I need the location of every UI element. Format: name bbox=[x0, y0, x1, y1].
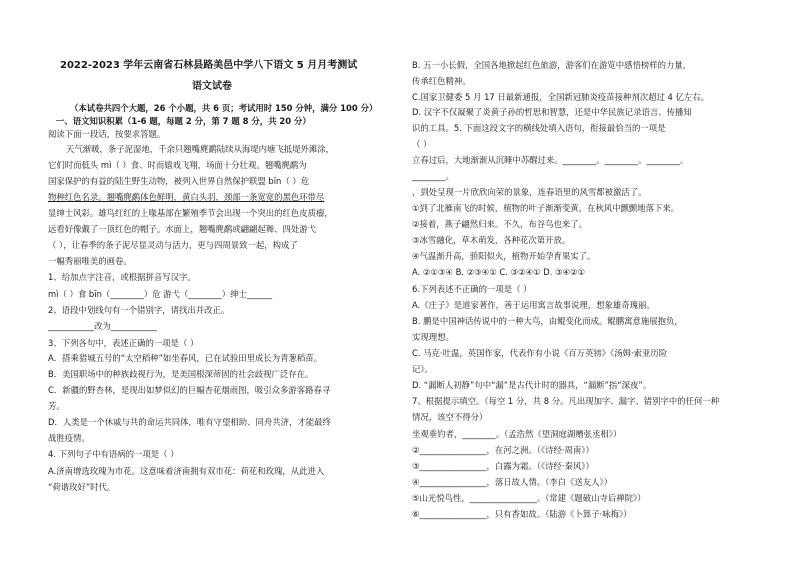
passage-line: 天气渐暖，条子泥湿地，千余只翘嘴麂鹬陆续从海堤内塘飞抵堤外滩涂， bbox=[66, 144, 334, 154]
question-2: 2、语段中划线句有一个错别字，请找出并改正。 bbox=[48, 305, 230, 315]
question-7-cont: 情况，该空不得分） bbox=[412, 412, 488, 422]
option-c: C.国家卫健委 5 月 17 日最新通报，全国新冠肺炎疫苗接种剂次超过 4 亿左右。 bbox=[412, 92, 710, 102]
question-4: 4. 下列句子中有语病的一项是（ ） bbox=[48, 449, 179, 459]
sentence-1: ①到了北雁南飞的时候，植物的叶子渐渐变黄，在秋风中颤颤地落下来。 bbox=[412, 203, 680, 213]
passage-line: 一幅秀丽唯美的画卷。 bbox=[48, 256, 132, 266]
option-d: D. 汉字不仅凝聚了炎黄子孙的哲思和智慧，还是中华民族记录语言、传播知 bbox=[412, 107, 692, 117]
option-d: D．人类是一个休戚与共的命运共同体，唯有守望相助、同舟共济，才能最终 bbox=[48, 417, 331, 427]
option-a-cont: “荷谐玫好”时代。 bbox=[48, 482, 116, 492]
option-b: B. 鹏是中国神话传说中的一种大鸟，由鲲变化而成。鲲鹏寓意施展抱负， bbox=[412, 316, 683, 326]
option-b-cont: 实现理想。 bbox=[412, 332, 454, 342]
option-b-cont: 传承红色精神。 bbox=[412, 76, 471, 86]
question-5: 识的工具。5. 下面这段文字的横线处填入语句，衔接最恰当的一项是 bbox=[412, 123, 666, 133]
question-1: 1、给加点字注音，或根据拼音写汉字。 bbox=[48, 272, 196, 282]
answer-bracket: （ ） bbox=[412, 139, 432, 149]
option-c: C．新疆的野杏林，是现出如梦似幻的巨幅杏花烟雨图，吸引众多游客路春寻 bbox=[48, 385, 331, 395]
fill-blank-line: ②________________，在河之洲。（《诗经·周南》） bbox=[412, 445, 594, 455]
option-c: C. 马克·吐温，英国作家，代表作有小说《百万英镑》《汤姆·索亚历险 bbox=[412, 348, 668, 358]
question-2-blank: ___________改为___________ bbox=[48, 321, 157, 331]
option-d-cont: 战胜疫情。 bbox=[48, 433, 90, 443]
option-a: A.《庄子》是道家著作，善于运用寓言故事说理，想象雄奇瑰丽。 bbox=[412, 300, 655, 310]
sentence-2: ②接着，燕子翩然归来。不久，布谷鸟也来了。 bbox=[412, 219, 588, 229]
option-a: A．搭乘猎城五号的“太空稻种”如坐春风，已在试验田里成长为青葱稻苗。 bbox=[48, 353, 323, 363]
question-5-text: 立春过后，大地渐渐从沉睡中苏醒过来。________。________。________。 bbox=[412, 155, 689, 165]
fill-blank-line: ⑥________________，只有香如故。（陆游《卜算子·咏梅》） bbox=[412, 509, 632, 519]
option-b: B．美国职场中的种族歧视行为，是美国根深蒂固的社会歧视广泛存在。 bbox=[48, 369, 314, 379]
question-3: 3、下列各句中，表述正确的一项是（ ） bbox=[48, 338, 199, 348]
exam-subtitle: 语文试卷 bbox=[192, 81, 232, 92]
exam-notice: （本试卷共四个大题，26 个小题，共 6 页；考试用时 150 分钟，满分 100 分） bbox=[70, 103, 378, 113]
question-5-options: A. ②①③④ B. ②③④① C. ③②④① D. ③④②① bbox=[412, 267, 586, 277]
sentence-3: ③冰雪融化，草木萌发，各种花次第开放。 bbox=[412, 235, 571, 245]
fill-blank-line: ⑤山光悦鸟性，________________。（常建《题破山寺后禅院》） bbox=[412, 493, 646, 503]
question-7: 7、根据提示填空。（每空 1 分，共 8 分。凡出现加字、漏字、错别字中的任何一种 bbox=[412, 396, 720, 406]
section1-header: 一、语文知识积累（1-6 题，每题 2 分，第 7 题 8 分，共 20 分） bbox=[56, 116, 311, 126]
question-6: 6.下列表述不正确的一项是（ ） bbox=[412, 284, 532, 294]
passage-line: 国家保护的有益的陆生野生动物，被列入世界自然保护联盟 bīn（ ）危 bbox=[48, 176, 310, 186]
option-c-cont: 记》。 bbox=[412, 364, 433, 374]
fill-blank-line: 坐观垂钓者，________。（孟浩然《望洞庭湖赠张丞相》） bbox=[412, 429, 622, 439]
fill-blank-line: ③________________，白露为霜。（《诗经·秦风》） bbox=[412, 461, 594, 471]
option-d: D. “漏断人初静”句中“漏”是古代计时的器具，“漏断”指“深夜”。 bbox=[412, 380, 652, 390]
passage-line-underlined: 物种红色名录。翘嘴麂鹬体色鲜明，黄白头羽，颈部一条宽宽的黑色环带尽 bbox=[48, 192, 325, 202]
passage-line: 它们时而低头 mì（ ）食、时而嬉戏飞翔，场面十分壮观。翘嘴麂鹬为 bbox=[48, 160, 307, 170]
passage-line: （ ），让春季的条子泥尽显灵动与活力，更与四周景致一起，构成了 bbox=[48, 240, 298, 250]
exam-title: 2022-2023 学年云南省石林县路美邑中学八下语文 5 月月考测试 bbox=[60, 60, 358, 71]
instruction: 阅读下面一段话，按要求答题。 bbox=[48, 129, 166, 139]
question-1-blanks: mì（ ）食 bīn（________）危 游弋（________）绅士______ bbox=[48, 289, 273, 299]
option-c-cont: 芳。 bbox=[48, 401, 65, 411]
passage-line: 远看好像戴了一顶红色的帽子。水面上，翘嘴麂鹬或翩翩起舞、四处游弋 bbox=[48, 224, 316, 234]
question-5-text: ________。 bbox=[412, 171, 454, 181]
question-5-text: ，到处呈现一片欣欣向荣的景象，连春语里的风雪都被激活了。 bbox=[412, 187, 647, 197]
passage-line: 显绅士风彩。雄鸟红红的上喙基部在繁殖季节会出现一个突出的红色皮质瘤， bbox=[48, 208, 333, 218]
option-b: B. 五一小长假，全国各地掀起红色旅游，游客们在游览中感悟榜样的力量， bbox=[412, 60, 692, 70]
option-a: A.济南增选玫瑰为市花。这意味着济南拥有双市花：荷花和玫瑰，从此进入 bbox=[48, 466, 325, 476]
sentence-4: ④气温渐升高，骄阳似火，植物开始孕育果实了。 bbox=[412, 251, 596, 261]
fill-blank-line: ④________________，落日故人情。（李白《送友人》） bbox=[412, 477, 613, 487]
